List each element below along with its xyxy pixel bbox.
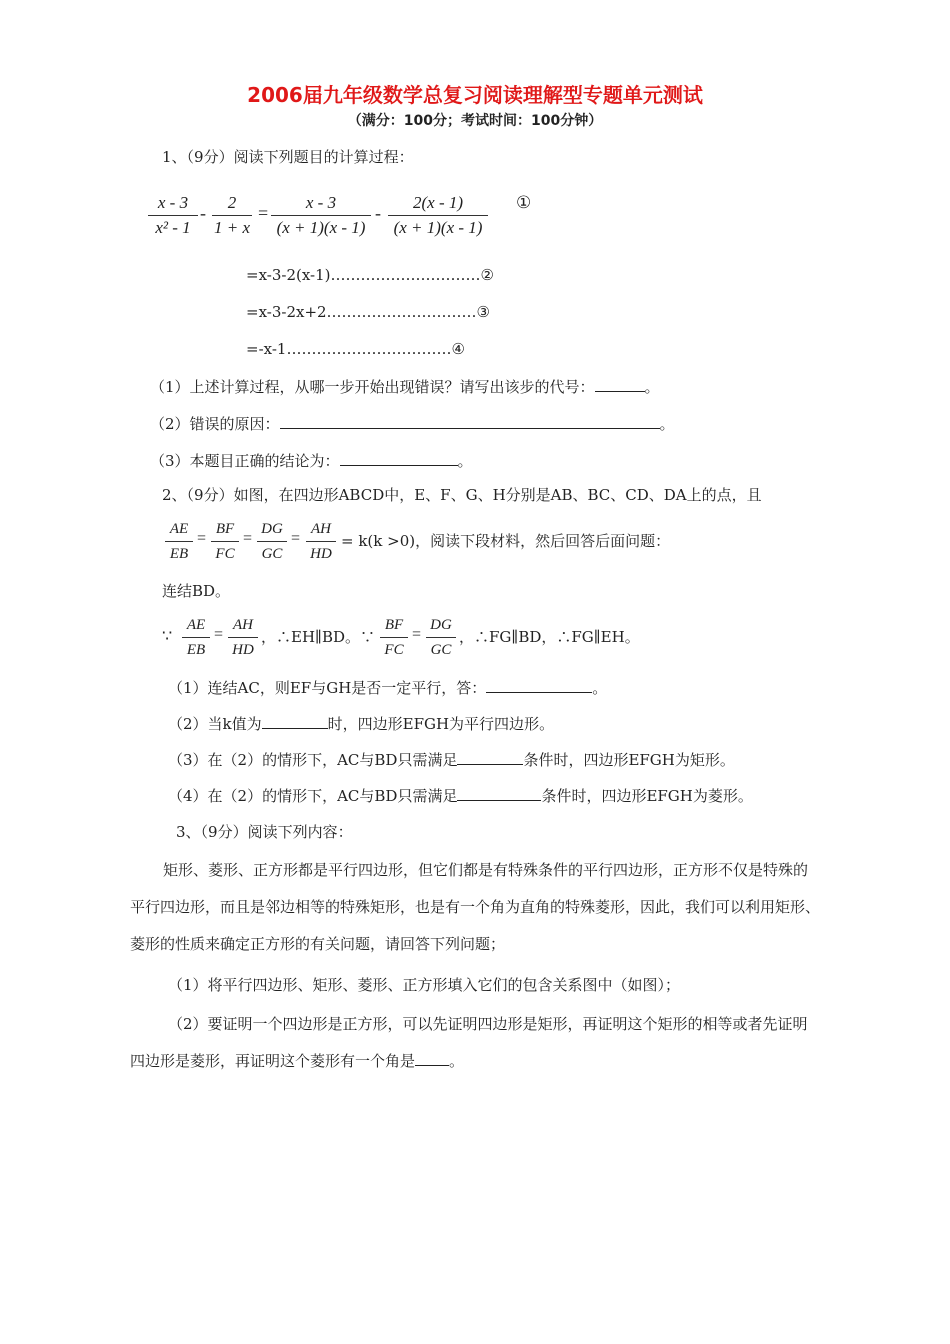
q2-therefore-1: ，∴EH∥BD。∵: [261, 628, 376, 646]
q1-step-4: =-x-1……………………………④: [246, 340, 465, 358]
q2-intro: 2、（9分）如图，在四边形ABCD中，E、F、G、H分别是AB、BC、CD、DA上的点，且: [162, 486, 762, 504]
q3-paragraph: 矩形、菱形、正方形都是平行四边形，但它们都是有特殊条件的平行四边形，正方形不仅是特殊的平行四边形，而且是邻边相等的特殊矩形，也是有一个角为直角的特殊菱形，因此，我们可以利用矩形、菱形的性质来确定正方形的有关问题，请回答下列问题；: [130, 861, 821, 953]
q2-sub4-end: 条件时，四边形EFGH为菱形。: [541, 787, 753, 805]
q2-sub1-text: （1）连结AC，则EF与GH是否一定平行，答：: [168, 679, 487, 697]
q2-sub4: [168, 785, 753, 806]
equals-sign: =: [197, 530, 207, 547]
frac-den: FC: [384, 642, 404, 658]
q3-sub2: [130, 1006, 820, 1080]
q3-intro: 3、（9分）阅读下列内容：: [176, 823, 353, 841]
frac-bf-fc-2: [380, 614, 408, 661]
q1-sub2-text: （2）错误的原因：: [150, 415, 280, 433]
frac-num: BF: [384, 617, 404, 633]
q1-sub1-end: 。: [644, 378, 660, 396]
q1-frac4-num: 2(x - 1): [412, 193, 464, 212]
q3-sub1: （1）将平行四边形、矩形、菱形、正方形填入它们的包含关系图中（如图）；: [168, 976, 681, 994]
answer-blank[interactable]: [340, 451, 458, 466]
q1-fraction-4: [388, 192, 488, 239]
equals-sign: =: [214, 626, 224, 643]
q1-sub2-end: 。: [659, 415, 675, 433]
q1-intro: 1、（9分）阅读下列题目的计算过程：: [162, 148, 414, 166]
frac-num: AH: [311, 521, 331, 537]
step-marker-1: ①: [516, 193, 532, 213]
q2-sub2-end: 时，四边形EFGH为平行四边形。: [327, 715, 555, 733]
q3-sub2-text: （2）要证明一个四边形是正方形，可以先证明四边形是矩形，再证明这个矩形的相等或者先证明四边形是菱形，再证明这个菱形有一个角是: [130, 1015, 808, 1070]
frac-den: HD: [310, 546, 332, 562]
equals-sign: =: [258, 203, 269, 223]
frac-dg-gc: [257, 518, 287, 565]
answer-blank[interactable]: [457, 786, 541, 801]
frac-num: BF: [215, 521, 235, 537]
frac-ae-eb-2: [182, 614, 210, 661]
answer-blank[interactable]: [280, 414, 660, 429]
q1-frac2-num: 2: [227, 193, 237, 212]
q1-sub1: [150, 376, 660, 397]
equals-sign: =: [291, 530, 301, 547]
frac-num: AE: [186, 617, 206, 633]
frac-num: AH: [233, 617, 253, 633]
q1-frac1-den: x² - 1: [155, 218, 191, 237]
frac-den: HD: [232, 642, 254, 658]
q2-connect: 连结BD。: [162, 582, 231, 600]
q2-sub3-end: 条件时，四边形EFGH为矩形。: [523, 751, 735, 769]
frac-num: DG: [261, 521, 283, 537]
equals-sign: =: [243, 530, 253, 547]
q1-sub3: [150, 450, 473, 471]
answer-blank[interactable]: [486, 678, 592, 693]
answer-blank[interactable]: [415, 1051, 449, 1066]
answer-blank[interactable]: [457, 750, 523, 765]
document-title: 2006届九年级数学总复习阅读理解型专题单元测试: [247, 83, 703, 107]
frac-den: FC: [215, 546, 235, 562]
q1-frac3-num: x - 3: [305, 193, 337, 212]
q2-sub3-text: （3）在（2）的情形下，AC与BD只需满足: [168, 751, 458, 769]
answer-blank[interactable]: [262, 714, 328, 729]
q1-fraction-2: [212, 192, 252, 239]
q2-sub4-text: （4）在（2）的情形下，AC与BD只需满足: [168, 787, 458, 805]
minus-sign: -: [375, 203, 381, 223]
q2-sub2: [168, 713, 554, 734]
frac-ae-eb: [165, 518, 193, 565]
q2-eq-tail: = k(k >0)，阅读下段材料，然后回答后面问题：: [341, 532, 671, 550]
equals-sign: =: [412, 626, 422, 643]
q1-frac4-den: (x + 1)(x - 1): [393, 218, 483, 237]
q1-step-2: =x-3-2(x-1)…………………………②: [246, 266, 494, 284]
frac-ah-hd-2: [228, 614, 258, 661]
q1-sub3-text: （3）本题目正确的结论为：: [150, 452, 340, 470]
q1-sub1-text: （1）上述计算过程，从哪一步开始出现错误？请写出该步的代号：: [150, 378, 595, 396]
frac-ah-hd: [306, 518, 336, 565]
q1-frac1-num: x - 3: [157, 193, 189, 212]
q2-sub3: [168, 749, 735, 770]
q2-sub2-text: （2）当k值为: [168, 715, 262, 733]
document-subtitle: （满分：100分；考试时间：100分钟）: [347, 113, 603, 129]
frac-den: EB: [169, 546, 189, 562]
frac-den: GC: [261, 546, 283, 562]
frac-den: EB: [186, 642, 206, 658]
q2-sub1: [168, 677, 607, 698]
minus-sign: -: [200, 203, 206, 223]
frac-num: AE: [169, 521, 189, 537]
q1-fraction-1: [148, 192, 198, 239]
frac-bf-fc: [211, 518, 239, 565]
q1-fraction-3: [271, 192, 371, 239]
q1-frac2-den: 1 + x: [213, 218, 251, 237]
q1-sub2: [150, 413, 675, 434]
since-symbol: ∵: [162, 626, 173, 645]
q2-sub1-end: 。: [592, 679, 608, 697]
frac-num: DG: [430, 617, 452, 633]
q1-frac3-den: (x + 1)(x - 1): [276, 218, 366, 237]
frac-den: GC: [430, 642, 452, 658]
q2-therefore-2: ，∴FG∥BD，∴FG∥EH。: [459, 628, 640, 646]
q1-sub3-end: 。: [457, 452, 473, 470]
answer-blank[interactable]: [595, 377, 645, 392]
q1-step-3: =x-3-2x+2…………………………③: [246, 303, 491, 321]
q3-sub2-end: 。: [449, 1052, 465, 1070]
frac-dg-gc-2: [426, 614, 456, 661]
